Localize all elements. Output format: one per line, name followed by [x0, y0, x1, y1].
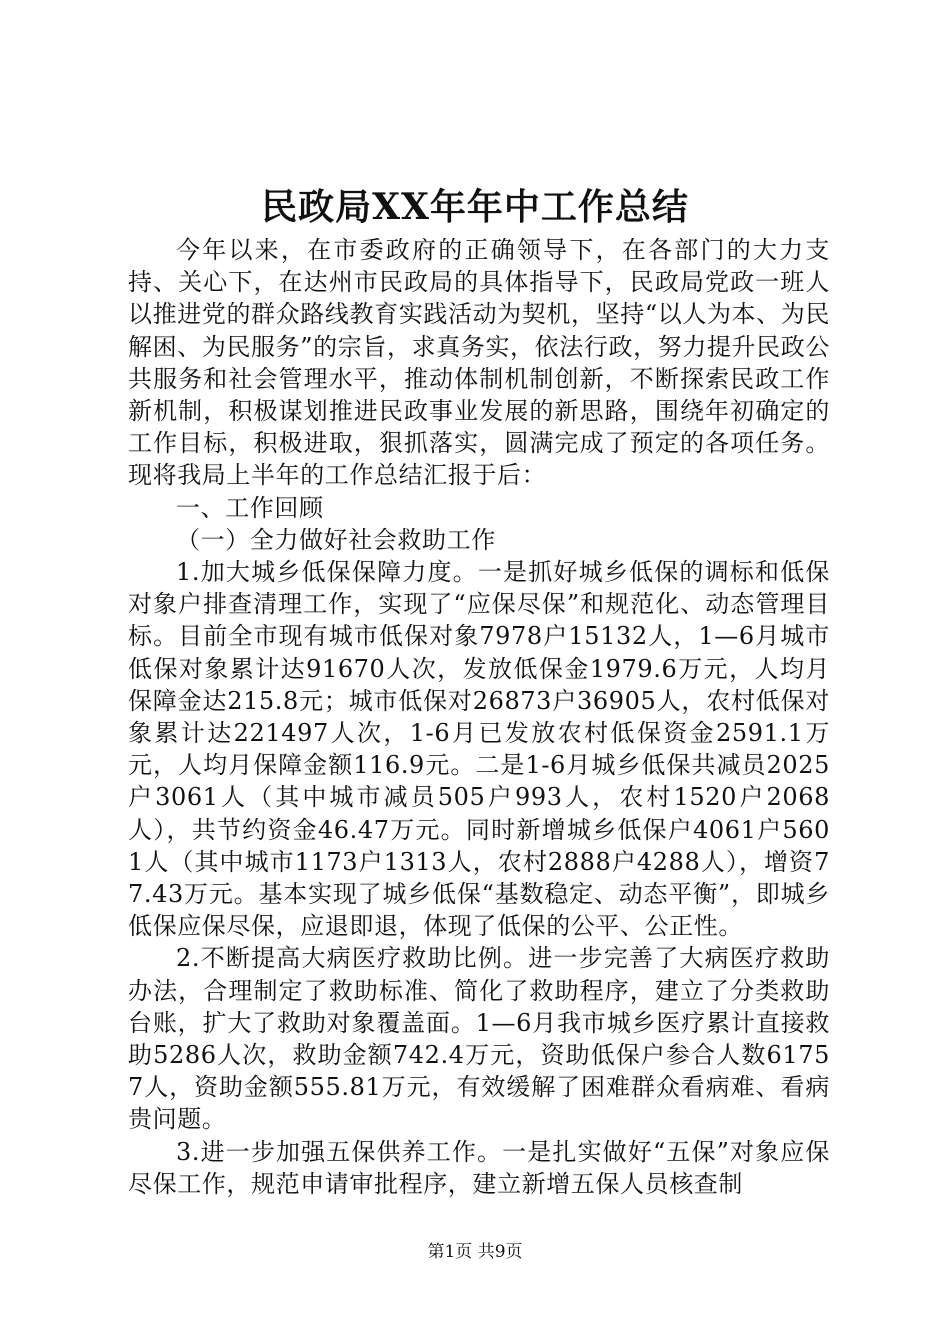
paragraph-item-2: 2.不断提高大病医疗救助比例。进一步完善了大病医疗救助办法，合理制定了救助标准、简化了救助程序，建立了分类救助台账，扩大了救助对象覆盖面。1—6月我市城乡医疗累计直接救助5286人次，救助金额742.4万元，资助低保户参合人数61757人，资助金额555.81万元，有效缓解了困难群众看病难、看病贵问题。	[128, 944, 830, 1134]
paragraph-item-3: 3.进一步加强五保供养工作。一是扎实做好“五保”对象应保尽保工作，规范申请审批程序，建立新增五保人员核查制	[128, 1137, 830, 1198]
document-title: 民政局XX年年中工作总结	[261, 186, 689, 228]
paragraph-intro: 今年以来，在市委政府的正确领导下，在各部门的大力支持、关心下，在达州市民政局的具体指导下，民政局党政一班人以推进党的群众路线教育实践活动为契机，坚持“以人为本、为民解困、为民服务”的宗旨，求真务实，依法行政，努力提升民政公共服务和社会管理水平，推动体制机制创新，不断探索民政工作新机制，积极谋划推进民政事业发展的新思路，围绕年初确定的工作目标，积极进取，狠抓落实，圆满完成了预定的各项任务。现将我局上半年的工作总结汇报于后：	[128, 236, 830, 490]
page-number-footer: 第1页 共9页	[427, 1242, 523, 1262]
subsection-heading: （一）全力做好社会救助工作	[176, 525, 496, 554]
document-body	[128, 234, 830, 1200]
section-heading: 一、工作回顾	[176, 493, 324, 522]
paragraph-item-1: 1.加大城乡低保保障力度。一是抓好城乡低保的调标和低保对象户排查清理工作，实现了“应保尽保”和规范化、动态管理目标。目前全市现有城市低保对象7978户15132人，1—6月城市低保对象累计达91670人次，发放低保金1979.6万元，人均月保障金达215.8元；城市低保对26873户36905人，农村低保对象累计达221497人次，1-6月已发放农村低保资金2591.1万元，人均月保障金额116.9元。二是1-6月城乡低保共减员2025户3061人（其中城市减员505户993人，农村1520户2068人），共节约资金46.47万元。同时新增城乡低保户4061户5601人（其中城市1173户1313人，农村2888户4288人），增资77.43万元。基本实现了城乡低保“基数稳定、动态平衡”，即城乡低保应保尽保，应退即退，体现了低保的公平、公正性。	[128, 558, 830, 941]
